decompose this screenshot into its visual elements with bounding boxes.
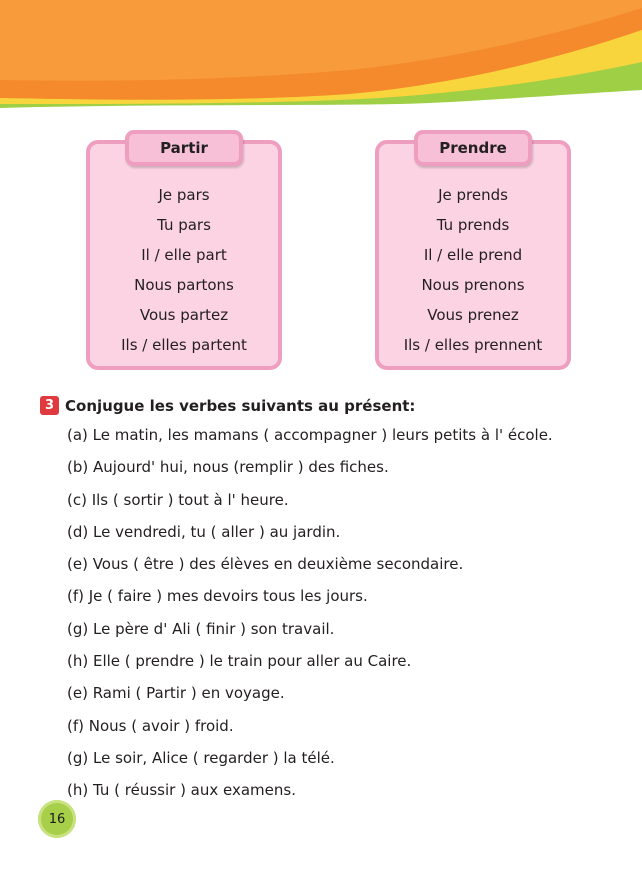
conjugation-card-prendre [375,140,571,370]
exercise-sentence-list [67,419,553,807]
exercise-sentence: (h) Tu ( réussir ) aux examens. [67,781,296,800]
exercise-sentence: (d) Le vendredi, tu ( aller ) au jardin. [67,522,341,541]
verb-title-partir: Partir [125,130,243,166]
exercise-sentence: (f) Nous ( avoir ) froid. [67,716,234,735]
header-wave-banner [0,0,642,130]
exercise-sentence: (e) Vous ( être ) des élèves en deuxième secondaire. [67,555,464,574]
conjugation-line: Ils / elles prennent [403,336,543,354]
exercise-sentence: (c) Ils ( sortir ) tout à l' heure. [67,490,289,509]
conjugation-line: Il / elle prend [423,246,523,264]
conjugation-line: Je pars [158,186,210,204]
conjugation-line: Je prends [438,186,508,204]
conjugation-line: Il / elle part [141,246,227,264]
conjugation-line: Tu pars [157,216,211,234]
conjugation-line: Vous prenez [427,306,519,324]
exercise-sentence: (g) Le soir, Alice ( regarder ) la télé. [67,748,335,767]
conjugation-line: Vous partez [139,306,229,324]
exercise-title: Conjugue les verbes suivants au présent: [65,396,416,415]
exercise-sentence: (f) Je ( faire ) mes devoirs tous les jours. [67,587,368,606]
exercise-sentence: (b) Aujourd' hui, nous (remplir ) des fiches. [67,458,389,477]
conjugation-card-partir [86,140,282,370]
exercise-sentence: (h) Elle ( prendre ) le train pour aller au Caire. [67,652,412,671]
conjugation-line: Nous prenons [421,276,525,294]
exercise-number-badge: 3 [40,396,59,415]
page-number-badge: 16 [38,800,76,838]
conjugation-list-partir [90,180,278,360]
exercise-sentence: (a) Le matin, les mamans ( accompagner ) leurs petits à l' école. [67,426,553,444]
conjugation-line: Nous partons [134,276,234,294]
exercise-sentence: (e) Rami ( Partir ) en voyage. [67,684,285,703]
verb-title-prendre: Prendre [414,130,532,166]
conjugation-line: Ils / elles partent [121,336,247,354]
exercise-sentence: (g) Le père d' Ali ( finir ) son travail. [67,619,335,638]
conjugation-list-prendre [379,180,567,360]
conjugation-line: Tu prends [436,216,510,234]
exercise-heading [40,396,415,415]
